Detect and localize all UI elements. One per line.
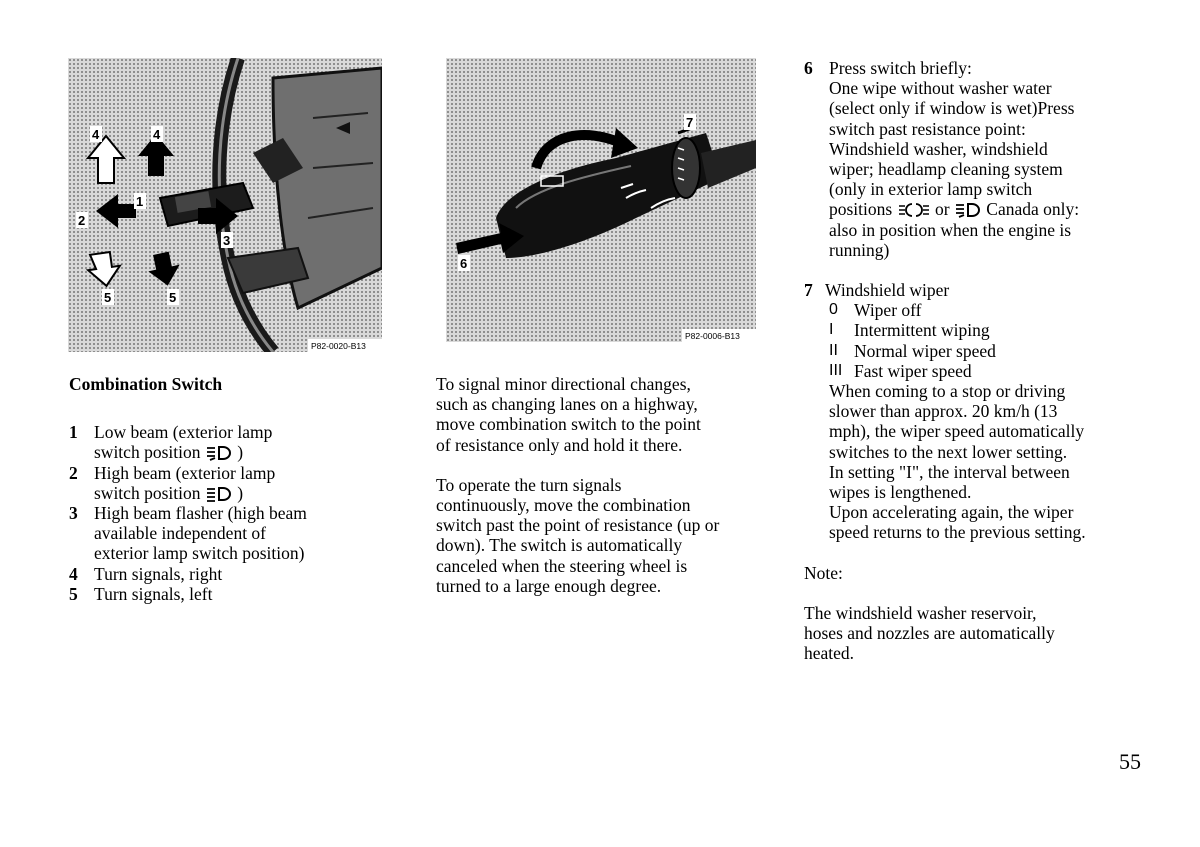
item-number: 3 bbox=[69, 503, 78, 524]
list-item-4 bbox=[69, 564, 399, 584]
item-text-position: switch position ) bbox=[94, 442, 244, 463]
text-line: turned to a large enough degree. bbox=[436, 575, 662, 596]
text-line: such as changing lanes on a highway, bbox=[436, 394, 698, 415]
text-line: heated. bbox=[804, 643, 855, 664]
item-number: 6 bbox=[804, 58, 813, 78]
item-text-position: switch position ) bbox=[94, 482, 244, 503]
text-line: To signal minor directional changes, bbox=[436, 374, 691, 394]
text-line: canceled when the steering wheel is bbox=[436, 555, 688, 576]
item-text: available independent of bbox=[94, 523, 267, 544]
item-number: 4 bbox=[69, 563, 78, 584]
text-line: move combination switch to the point bbox=[436, 414, 701, 435]
paragraph-minor-changes bbox=[436, 374, 781, 455]
wiper-level-mark: II bbox=[829, 341, 838, 359]
text-line: One wipe without washer water bbox=[829, 78, 1052, 99]
text-line: slower than approx. 20 km/h (13 bbox=[829, 401, 1058, 422]
text-line: The windshield washer reservoir, bbox=[804, 602, 1037, 623]
text-line: To operate the turn signals bbox=[436, 474, 622, 495]
section-heading: Combination Switch bbox=[69, 374, 223, 394]
figure-caption-middle: P82-0006-B13 bbox=[685, 331, 740, 341]
parking-lamp-icon bbox=[897, 202, 931, 218]
text-line: Press switch briefly: bbox=[829, 58, 972, 78]
text-line: wipes is lengthened. bbox=[829, 482, 972, 503]
callout-1: 1 bbox=[136, 194, 144, 209]
callout-4-solid: 4 bbox=[153, 127, 161, 142]
list-item-5 bbox=[69, 584, 399, 604]
text-line: running) bbox=[829, 239, 890, 260]
callout-6: 6 bbox=[460, 256, 468, 271]
item-text: exterior lamp switch position) bbox=[94, 543, 305, 564]
callout-7: 7 bbox=[686, 115, 694, 130]
note-label: Note: bbox=[804, 562, 843, 583]
text-line: of resistance only and hold it there. bbox=[436, 434, 683, 455]
figure-caption-left: P82-0020-B13 bbox=[311, 341, 366, 351]
text-line: down). The switch is automatically bbox=[436, 535, 683, 556]
figure-combination-lever bbox=[446, 58, 756, 342]
wiper-level-3: III Fast wiper speed bbox=[829, 360, 972, 381]
wiper-level-1: I Intermittent wiping bbox=[829, 320, 990, 341]
column-turn-signals bbox=[436, 374, 781, 596]
list-item-2 bbox=[69, 463, 399, 503]
low-beam-icon bbox=[205, 445, 233, 461]
wiper-level-mark: III bbox=[829, 361, 843, 379]
text-line: (only in exterior lamp switch bbox=[829, 179, 1033, 200]
callout-2: 2 bbox=[78, 213, 86, 228]
text-line: hoses and nozzles are automatically bbox=[804, 623, 1055, 644]
text-line: switch past resistance point: bbox=[829, 118, 1026, 139]
note-text bbox=[804, 603, 1144, 664]
wiper-level-2: II Normal wiper speed bbox=[829, 340, 996, 361]
callout-3: 3 bbox=[223, 233, 231, 248]
list-item-1 bbox=[69, 422, 399, 462]
item-number: 2 bbox=[69, 462, 78, 483]
item-text: High beam (exterior lamp bbox=[94, 462, 276, 483]
wiper-level-mark: 0 bbox=[829, 301, 838, 319]
text-line: When coming to a stop or driving bbox=[829, 381, 1066, 402]
callout-5-solid: 5 bbox=[169, 290, 177, 305]
item-text: Low beam (exterior lamp bbox=[94, 422, 273, 443]
text-line: speed returns to the previous setting. bbox=[829, 522, 1086, 543]
text-line: switches to the next lower setting. bbox=[829, 441, 1068, 462]
item-text: Turn signals, right bbox=[94, 563, 223, 584]
text-line: mph), the wiper speed automatically bbox=[829, 421, 1085, 442]
column-combination-switch bbox=[69, 374, 399, 604]
text-line: Upon accelerating again, the wiper bbox=[829, 502, 1074, 523]
wiper-level-mark: I bbox=[829, 321, 834, 339]
list-item-3 bbox=[69, 503, 399, 564]
wiper-level-0: 0 Wiper off bbox=[829, 300, 922, 321]
column-wiper bbox=[804, 58, 1144, 663]
paragraph-continuous bbox=[436, 475, 781, 596]
text-line: Windshield wiper bbox=[825, 280, 950, 301]
list-item-7 bbox=[804, 280, 1144, 543]
item-text: Turn signals, left bbox=[94, 583, 213, 604]
text-line: In setting "I", the interval between bbox=[829, 461, 1070, 482]
figure-steering-wheel bbox=[68, 58, 382, 352]
text-line: Windshield washer, windshield bbox=[829, 138, 1048, 159]
text-line: wiper; headlamp cleaning system bbox=[829, 159, 1063, 180]
callout-4-outline: 4 bbox=[92, 127, 100, 142]
text-line: continuously, move the combination bbox=[436, 495, 691, 516]
text-line: (select only if window is wet)Press bbox=[829, 98, 1075, 119]
low-beam-icon bbox=[954, 202, 982, 218]
list-item-6 bbox=[804, 58, 1144, 260]
item-number: 5 bbox=[69, 583, 78, 604]
page-number: 55 bbox=[1119, 749, 1141, 774]
item-number: 7 bbox=[804, 280, 813, 301]
callout-5-outline: 5 bbox=[104, 290, 112, 305]
high-beam-icon bbox=[205, 486, 233, 502]
text-line-positions: positions or Canada only: bbox=[829, 199, 1080, 220]
item-number: 1 bbox=[69, 422, 78, 443]
text-line: switch past the point of resistance (up or bbox=[436, 515, 720, 536]
item-text: High beam flasher (high beam bbox=[94, 503, 307, 524]
text-line: also in position when the engine is bbox=[829, 219, 1072, 240]
